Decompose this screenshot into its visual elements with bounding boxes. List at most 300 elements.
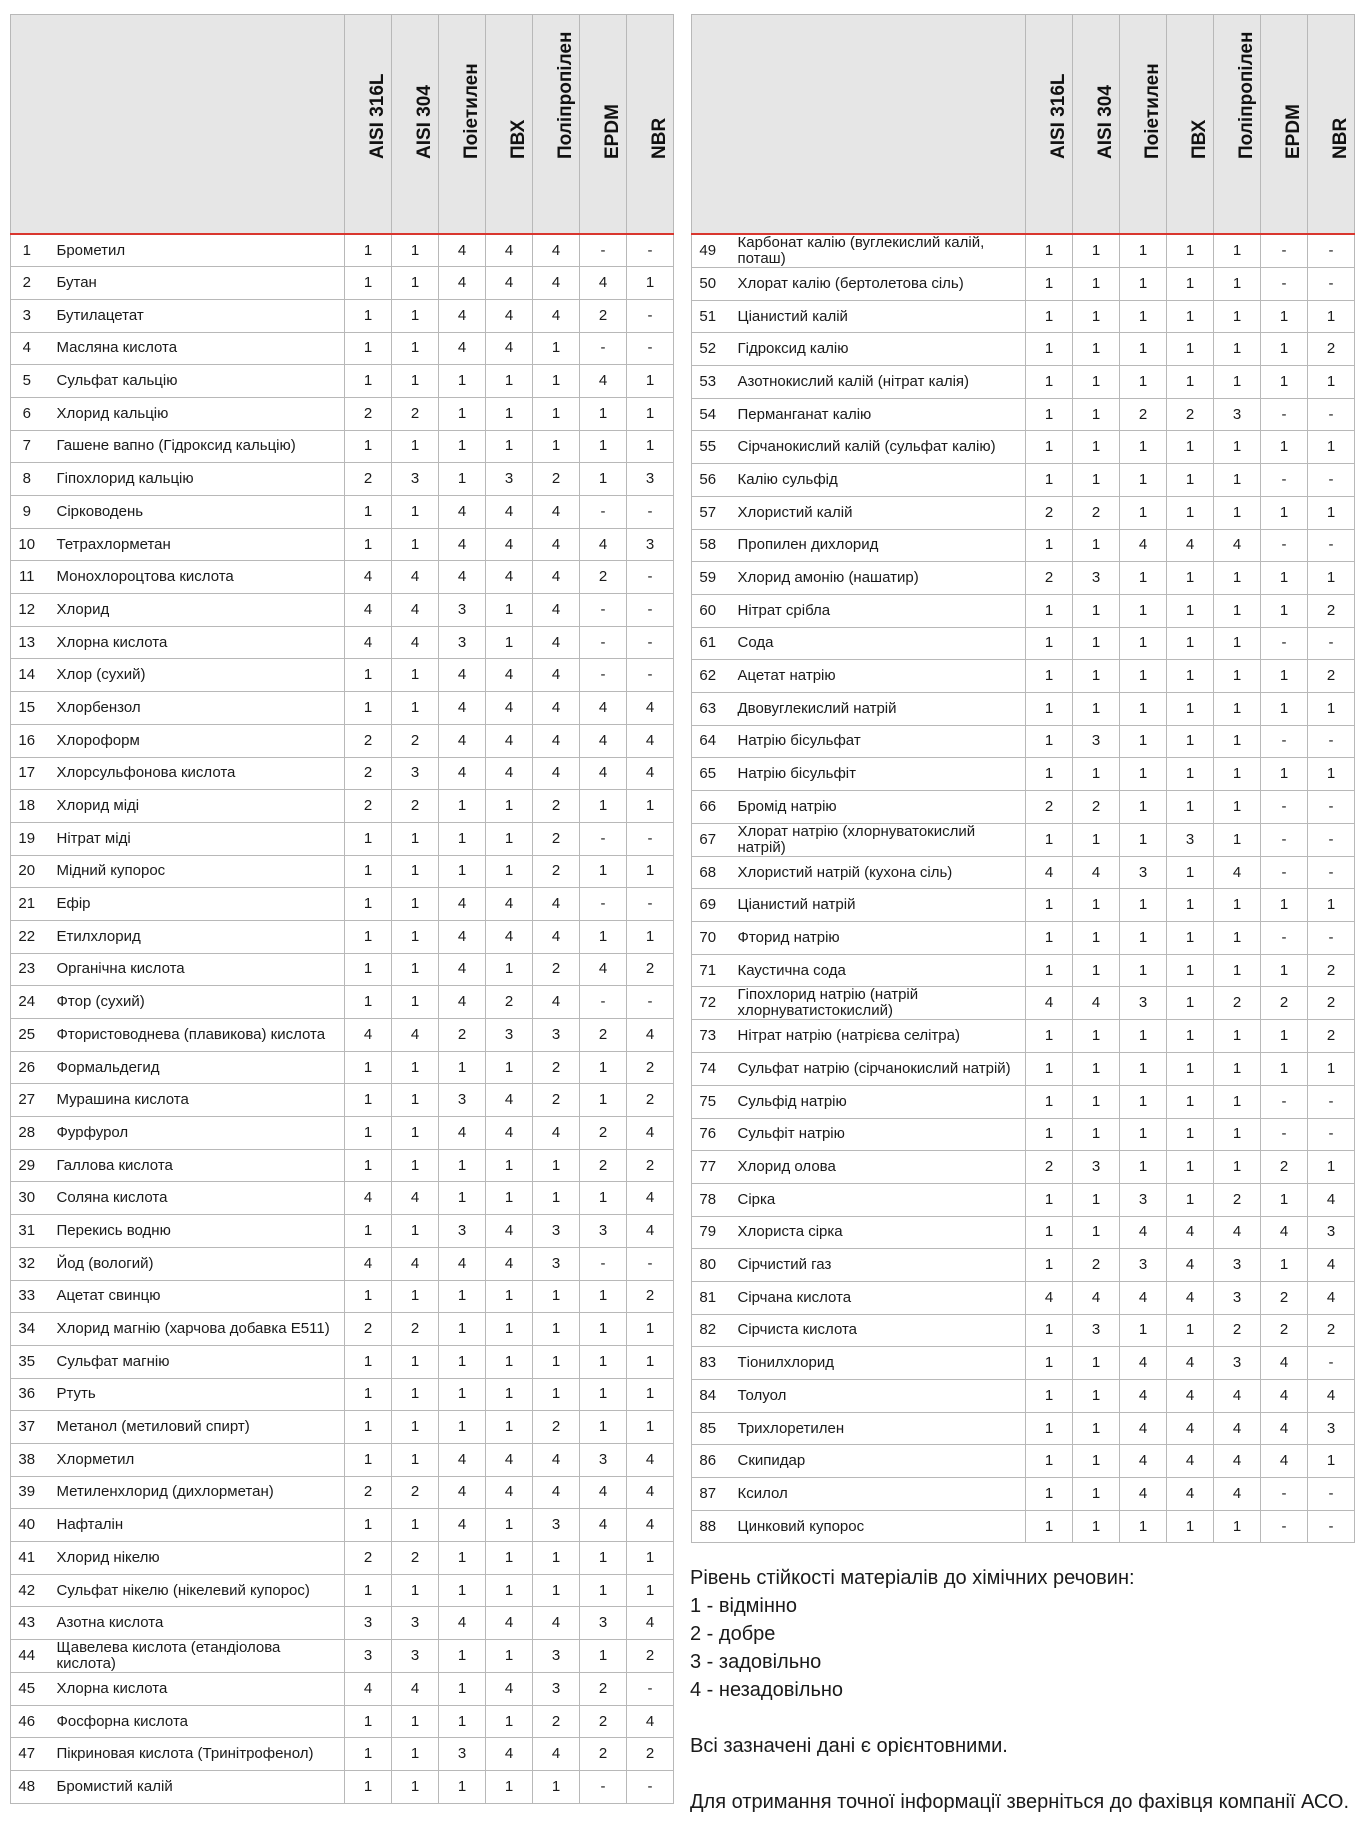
resistance-value: 1 xyxy=(1026,1053,1073,1086)
table-row xyxy=(692,922,1355,955)
row-number: 32 xyxy=(11,1247,47,1280)
table-row xyxy=(11,561,674,594)
resistance-value: 1 xyxy=(1120,300,1167,333)
chemical-name: Гіпохлорид натрію (натрій хлорнуватистокислий) xyxy=(728,987,1026,1020)
resistance-value: 4 xyxy=(580,1509,627,1542)
resistance-value: 1 xyxy=(1167,889,1214,922)
resistance-value: 1 xyxy=(1167,922,1214,955)
resistance-value: 2 xyxy=(392,724,439,757)
resistance-value: 2 xyxy=(627,1051,674,1084)
resistance-value: 1 xyxy=(1073,1053,1120,1086)
resistance-value: 1 xyxy=(1026,398,1073,431)
resistance-value: 3 xyxy=(1120,856,1167,889)
chemical-name: Сірководень xyxy=(47,496,345,529)
row-number: 62 xyxy=(692,660,728,693)
resistance-value: 4 xyxy=(580,365,627,398)
resistance-value: 1 xyxy=(439,1673,486,1706)
resistance-value: 1 xyxy=(1167,987,1214,1020)
table-row xyxy=(692,856,1355,889)
resistance-value: 1 xyxy=(1026,1445,1073,1478)
resistance-table-right xyxy=(691,14,1355,1543)
resistance-value: 4 xyxy=(345,561,392,594)
resistance-value: 1 xyxy=(392,267,439,300)
resistance-value: 1 xyxy=(1167,725,1214,758)
resistance-value: - xyxy=(1261,725,1308,758)
resistance-value: 4 xyxy=(345,1182,392,1215)
resistance-value: 4 xyxy=(627,1705,674,1738)
resistance-value: 2 xyxy=(580,1117,627,1150)
resistance-value: 1 xyxy=(345,1084,392,1117)
resistance-value: 2 xyxy=(345,463,392,496)
resistance-value: - xyxy=(627,986,674,1019)
resistance-value: 1 xyxy=(486,1149,533,1182)
table-header-row xyxy=(11,15,674,235)
resistance-value: 1 xyxy=(345,888,392,921)
resistance-value: - xyxy=(580,234,627,267)
resistance-value: 4 xyxy=(580,1476,627,1509)
resistance-value: 1 xyxy=(439,1182,486,1215)
resistance-value: 4 xyxy=(439,299,486,332)
table-row xyxy=(692,1249,1355,1282)
row-number: 52 xyxy=(692,333,728,366)
resistance-value: 4 xyxy=(345,1247,392,1280)
resistance-value: - xyxy=(1308,823,1355,856)
resistance-value: 2 xyxy=(392,1542,439,1575)
resistance-value: 2 xyxy=(1214,1183,1261,1216)
resistance-value: 3 xyxy=(1214,1347,1261,1380)
table-row xyxy=(11,626,674,659)
resistance-value: 3 xyxy=(1073,725,1120,758)
column-header-label: AISI 304 xyxy=(414,85,435,159)
resistance-value: 2 xyxy=(1261,1281,1308,1314)
row-number: 18 xyxy=(11,790,47,823)
chemical-name: Сірчана кислота xyxy=(728,1281,1026,1314)
chemical-name: Органічна кислота xyxy=(47,953,345,986)
resistance-value: 1 xyxy=(1261,300,1308,333)
resistance-value: 1 xyxy=(533,1542,580,1575)
resistance-value: 3 xyxy=(580,1443,627,1476)
resistance-value: 3 xyxy=(533,1640,580,1673)
chemical-name: Брометил xyxy=(47,234,345,267)
chemical-name: Метиленхлорид (дихлорметан) xyxy=(47,1476,345,1509)
resistance-value: 1 xyxy=(392,822,439,855)
resistance-value: - xyxy=(1261,464,1308,497)
resistance-value: 2 xyxy=(1308,987,1355,1020)
resistance-value: 4 xyxy=(439,1509,486,1542)
resistance-value: 1 xyxy=(1026,234,1073,268)
resistance-value: 1 xyxy=(1167,758,1214,791)
chemical-name: Двовуглекислий натрій xyxy=(728,692,1026,725)
chemical-name: Азотна кислота xyxy=(47,1607,345,1640)
resistance-value: 2 xyxy=(533,1705,580,1738)
resistance-value: - xyxy=(627,496,674,529)
resistance-value: 1 xyxy=(533,365,580,398)
resistance-value: 3 xyxy=(1167,823,1214,856)
chemical-name: Мурашина кислота xyxy=(47,1084,345,1117)
resistance-value: - xyxy=(627,659,674,692)
chemical-name: Бромід натрію xyxy=(728,791,1026,824)
resistance-value: 4 xyxy=(439,692,486,725)
row-number: 66 xyxy=(692,791,728,824)
chemical-name: Галлова кислота xyxy=(47,1149,345,1182)
resistance-value: - xyxy=(580,1771,627,1804)
resistance-value: 1 xyxy=(1261,366,1308,399)
chemical-name: Хлорметил xyxy=(47,1443,345,1476)
chemical-name: Щавелева кислота (етандіолова кислота) xyxy=(47,1640,345,1673)
chemical-name: Ефір xyxy=(47,888,345,921)
resistance-value: 2 xyxy=(580,561,627,594)
resistance-value: 1 xyxy=(1120,1314,1167,1347)
resistance-value: 4 xyxy=(1261,1445,1308,1478)
resistance-value: 1 xyxy=(627,1574,674,1607)
resistance-value: - xyxy=(1308,1510,1355,1543)
resistance-value: 2 xyxy=(345,790,392,823)
resistance-value: 1 xyxy=(1214,660,1261,693)
resistance-value: 4 xyxy=(1120,1216,1167,1249)
resistance-value: 1 xyxy=(1214,562,1261,595)
resistance-value: 1 xyxy=(1308,1445,1355,1478)
resistance-value: 1 xyxy=(1167,464,1214,497)
resistance-value: 1 xyxy=(1167,627,1214,660)
table-row xyxy=(692,889,1355,922)
resistance-value: 2 xyxy=(1214,1314,1261,1347)
column-header-label: ПВХ xyxy=(1189,119,1210,159)
resistance-value: 4 xyxy=(486,659,533,692)
resistance-value: 4 xyxy=(1308,1380,1355,1413)
resistance-value: 2 xyxy=(1026,1151,1073,1184)
resistance-value: 2 xyxy=(345,1313,392,1346)
resistance-value: - xyxy=(580,986,627,1019)
resistance-value: 1 xyxy=(1073,1085,1120,1118)
resistance-value: 4 xyxy=(627,724,674,757)
resistance-value: 4 xyxy=(1214,1478,1261,1511)
resistance-value: 1 xyxy=(1261,1183,1308,1216)
chemical-name: Ціанистий калій xyxy=(728,300,1026,333)
row-number: 10 xyxy=(11,528,47,561)
resistance-value: 1 xyxy=(1073,758,1120,791)
row-number: 46 xyxy=(11,1705,47,1738)
resistance-value: 2 xyxy=(1261,1151,1308,1184)
resistance-value: 1 xyxy=(1073,922,1120,955)
resistance-value: 4 xyxy=(627,1215,674,1248)
resistance-value: 1 xyxy=(439,1051,486,1084)
column-header xyxy=(580,15,627,235)
column-header xyxy=(1026,15,1073,235)
column-header-label: Поліпропілен xyxy=(1236,31,1257,159)
resistance-value: 4 xyxy=(486,1673,533,1706)
resistance-value: 1 xyxy=(345,528,392,561)
resistance-value: 1 xyxy=(345,496,392,529)
chemical-name: Фосфорна кислота xyxy=(47,1705,345,1738)
resistance-value: 4 xyxy=(1167,1412,1214,1445)
row-number: 4 xyxy=(11,332,47,365)
resistance-value: 1 xyxy=(345,986,392,1019)
resistance-value: 2 xyxy=(627,953,674,986)
resistance-value: 1 xyxy=(392,1345,439,1378)
chemical-name: Азотнокислий калій (нітрат калія) xyxy=(728,366,1026,399)
resistance-value: 1 xyxy=(1214,791,1261,824)
resistance-value: 1 xyxy=(1214,496,1261,529)
resistance-value: 4 xyxy=(533,1443,580,1476)
table-row xyxy=(11,855,674,888)
chemical-name: Фтор (сухий) xyxy=(47,986,345,1019)
table-row xyxy=(11,594,674,627)
chemical-name: Пікриновая кислота (Тринітрофенол) xyxy=(47,1738,345,1771)
chemical-name: Формальдегид xyxy=(47,1051,345,1084)
resistance-value: 1 xyxy=(392,1149,439,1182)
resistance-value: 1 xyxy=(1261,1249,1308,1282)
resistance-value: 1 xyxy=(1167,333,1214,366)
resistance-value: - xyxy=(1308,1085,1355,1118)
resistance-value: 1 xyxy=(627,1313,674,1346)
resistance-value: - xyxy=(1308,234,1355,268)
resistance-value: 1 xyxy=(345,365,392,398)
resistance-value: 1 xyxy=(392,920,439,953)
resistance-value: 1 xyxy=(1120,758,1167,791)
header-blank-cell xyxy=(11,15,345,235)
table-row xyxy=(692,1053,1355,1086)
resistance-value: 1 xyxy=(1026,725,1073,758)
legend-item: 2 - добре xyxy=(690,1623,776,1645)
resistance-value: 1 xyxy=(345,1738,392,1771)
legend-title: Рівень стійкості матеріалів до хімічних речовин: xyxy=(690,1567,1135,1589)
resistance-value: 1 xyxy=(580,1182,627,1215)
row-number: 43 xyxy=(11,1607,47,1640)
resistance-value: 1 xyxy=(1308,562,1355,595)
resistance-value: 1 xyxy=(1120,1020,1167,1053)
resistance-value: 1 xyxy=(439,1411,486,1444)
resistance-value: - xyxy=(1261,922,1308,955)
resistance-value: 1 xyxy=(1120,464,1167,497)
resistance-value: 1 xyxy=(1214,692,1261,725)
resistance-value: 3 xyxy=(1214,398,1261,431)
chemical-name: Сірчанокислий калій (сульфат калію) xyxy=(728,431,1026,464)
resistance-value: 1 xyxy=(1120,1510,1167,1543)
resistance-value: 1 xyxy=(345,1509,392,1542)
resistance-value: - xyxy=(1308,922,1355,955)
resistance-value: 4 xyxy=(533,888,580,921)
row-number: 21 xyxy=(11,888,47,921)
resistance-value: 2 xyxy=(1308,594,1355,627)
resistance-value: 4 xyxy=(1120,1281,1167,1314)
chemical-name: Бромистий калій xyxy=(47,1771,345,1804)
resistance-value: 3 xyxy=(533,1247,580,1280)
resistance-value: 4 xyxy=(533,1476,580,1509)
resistance-value: 4 xyxy=(1308,1249,1355,1282)
resistance-value: 1 xyxy=(439,365,486,398)
row-number: 59 xyxy=(692,562,728,595)
table-row xyxy=(692,1412,1355,1445)
chemical-name: Хлорна кислота xyxy=(47,626,345,659)
row-number: 22 xyxy=(11,920,47,953)
row-number: 44 xyxy=(11,1640,47,1673)
row-number: 36 xyxy=(11,1378,47,1411)
resistance-value: 1 xyxy=(1167,268,1214,301)
row-number: 23 xyxy=(11,953,47,986)
column-header xyxy=(1214,15,1261,235)
column-header xyxy=(627,15,674,235)
chemical-name: Хлористий натрій (кухона сіль) xyxy=(728,856,1026,889)
resistance-value: 1 xyxy=(486,1411,533,1444)
resistance-value: 1 xyxy=(392,496,439,529)
resistance-value: 1 xyxy=(1120,660,1167,693)
resistance-value: 4 xyxy=(439,724,486,757)
resistance-value: 1 xyxy=(1308,1151,1355,1184)
resistance-value: - xyxy=(1261,234,1308,268)
row-number: 80 xyxy=(692,1249,728,1282)
resistance-value: 1 xyxy=(627,855,674,888)
resistance-value: 3 xyxy=(345,1640,392,1673)
resistance-value: 4 xyxy=(345,626,392,659)
row-number: 1 xyxy=(11,234,47,267)
resistance-value: 4 xyxy=(486,561,533,594)
table-row xyxy=(11,888,674,921)
resistance-value: - xyxy=(1308,1347,1355,1380)
resistance-value: 4 xyxy=(1167,1281,1214,1314)
chemical-name: Сульфат нікелю (нікелевий купорос) xyxy=(47,1574,345,1607)
resistance-value: 1 xyxy=(1120,431,1167,464)
resistance-value: 1 xyxy=(392,855,439,888)
resistance-value: 1 xyxy=(392,1411,439,1444)
chemical-name: Хлорид амонію (нашатир) xyxy=(728,562,1026,595)
table-row xyxy=(11,790,674,823)
resistance-value: 1 xyxy=(1167,562,1214,595)
resistance-value: 4 xyxy=(1167,529,1214,562)
column-header xyxy=(439,15,486,235)
resistance-value: - xyxy=(1308,791,1355,824)
resistance-value: 1 xyxy=(486,1051,533,1084)
resistance-value: 3 xyxy=(1073,562,1120,595)
row-number: 88 xyxy=(692,1510,728,1543)
resistance-value: 3 xyxy=(486,463,533,496)
resistance-value: 1 xyxy=(392,1280,439,1313)
resistance-value: 2 xyxy=(533,953,580,986)
row-number: 77 xyxy=(692,1151,728,1184)
table-row xyxy=(11,1313,674,1346)
resistance-value: 1 xyxy=(1261,954,1308,987)
resistance-value: 1 xyxy=(580,920,627,953)
chemical-name: Хлорид нікелю xyxy=(47,1542,345,1575)
resistance-value: 1 xyxy=(1026,464,1073,497)
resistance-value: 2 xyxy=(1167,398,1214,431)
resistance-value: 2 xyxy=(345,757,392,790)
resistance-value: 1 xyxy=(1026,1412,1073,1445)
resistance-value: 1 xyxy=(345,1443,392,1476)
resistance-value: 1 xyxy=(345,1149,392,1182)
resistance-value: 1 xyxy=(1214,333,1261,366)
chemical-name: Масляна кислота xyxy=(47,332,345,365)
resistance-value: 4 xyxy=(580,757,627,790)
resistance-value: 1 xyxy=(1026,1183,1073,1216)
resistance-value: 1 xyxy=(533,1378,580,1411)
resistance-value: 1 xyxy=(486,1345,533,1378)
resistance-value: 1 xyxy=(533,1182,580,1215)
row-number: 76 xyxy=(692,1118,728,1151)
chemical-name: Гіпохлорид кальцію xyxy=(47,463,345,496)
resistance-value: 1 xyxy=(1120,562,1167,595)
chemical-name: Трихлоретилен xyxy=(728,1412,1026,1445)
resistance-value: 3 xyxy=(533,1019,580,1052)
table-row xyxy=(692,987,1355,1020)
resistance-value: 1 xyxy=(486,594,533,627)
resistance-value: 4 xyxy=(1214,1380,1261,1413)
table-row xyxy=(692,725,1355,758)
chemical-name: Калію сульфід xyxy=(728,464,1026,497)
resistance-value: 4 xyxy=(627,1476,674,1509)
resistance-value: 2 xyxy=(1308,1314,1355,1347)
resistance-value: 3 xyxy=(1120,1249,1167,1282)
column-header xyxy=(533,15,580,235)
table-row xyxy=(11,1215,674,1248)
resistance-value: 1 xyxy=(1073,627,1120,660)
resistance-value: 1 xyxy=(345,299,392,332)
resistance-value: 4 xyxy=(439,953,486,986)
disclaimer-note: Всі зазначені дані є орієнтовними. xyxy=(690,1735,1008,1757)
table-row xyxy=(11,1247,674,1280)
chemical-name: Метанол (метиловий спирт) xyxy=(47,1411,345,1444)
resistance-value: 1 xyxy=(627,790,674,823)
resistance-value: 1 xyxy=(1073,529,1120,562)
resistance-value: 4 xyxy=(486,332,533,365)
resistance-value: 1 xyxy=(1026,758,1073,791)
resistance-value: 1 xyxy=(486,397,533,430)
resistance-value: 2 xyxy=(627,1149,674,1182)
chemical-name: Сірчиста кислота xyxy=(728,1314,1026,1347)
table-row xyxy=(11,1738,674,1771)
resistance-value: 1 xyxy=(1308,889,1355,922)
chemical-name: Бутан xyxy=(47,267,345,300)
chemical-name: Хлористий калій xyxy=(728,496,1026,529)
chemical-name: Хлор (сухий) xyxy=(47,659,345,692)
resistance-value: 4 xyxy=(439,1476,486,1509)
resistance-value: 1 xyxy=(1073,333,1120,366)
resistance-value: 1 xyxy=(1026,333,1073,366)
resistance-value: 2 xyxy=(1120,398,1167,431)
column-header-label: Поліпропілен xyxy=(555,31,576,159)
resistance-value: 4 xyxy=(486,1607,533,1640)
resistance-value: 4 xyxy=(1214,1445,1261,1478)
resistance-value: 1 xyxy=(1026,660,1073,693)
resistance-value: 2 xyxy=(439,1019,486,1052)
row-number: 58 xyxy=(692,529,728,562)
chemical-name: Ацетат натрію xyxy=(728,660,1026,693)
resistance-value: - xyxy=(627,332,674,365)
resistance-value: 1 xyxy=(1120,1151,1167,1184)
row-number: 47 xyxy=(11,1738,47,1771)
row-number: 67 xyxy=(692,823,728,856)
column-header-label: EPDM xyxy=(602,104,623,159)
row-number: 69 xyxy=(692,889,728,922)
row-number: 13 xyxy=(11,626,47,659)
resistance-value: 1 xyxy=(1261,496,1308,529)
resistance-value: 1 xyxy=(392,888,439,921)
resistance-value: 2 xyxy=(580,1673,627,1706)
row-number: 54 xyxy=(692,398,728,431)
resistance-value: 1 xyxy=(533,1345,580,1378)
table-row xyxy=(11,692,674,725)
resistance-value: - xyxy=(627,299,674,332)
resistance-value: 4 xyxy=(533,299,580,332)
resistance-value: 1 xyxy=(486,1509,533,1542)
table-row xyxy=(11,1084,674,1117)
resistance-value: 1 xyxy=(627,920,674,953)
resistance-value: 1 xyxy=(1214,1151,1261,1184)
resistance-value: 3 xyxy=(627,528,674,561)
resistance-value: 1 xyxy=(486,626,533,659)
resistance-value: 1 xyxy=(392,1574,439,1607)
resistance-value: 1 xyxy=(1026,268,1073,301)
table-row xyxy=(692,366,1355,399)
